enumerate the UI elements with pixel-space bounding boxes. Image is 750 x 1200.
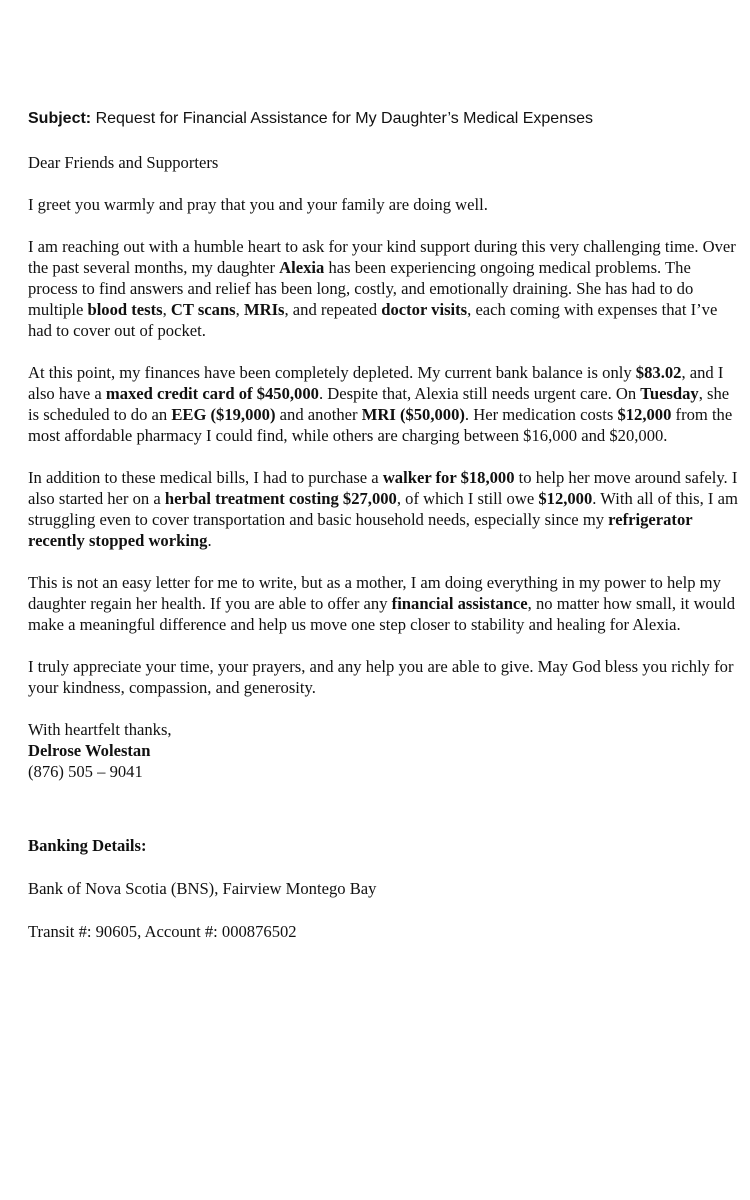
p2-text-g: from the most affordable pharmacy I could find, while others are charging between $16,000 and $20,000. xyxy=(28,405,733,445)
mri-cost: MRI ($50,000) xyxy=(361,405,465,424)
paragraph-request xyxy=(28,572,740,635)
mris: MRIs xyxy=(243,300,285,319)
paragraph-thanks: I truly appreciate your time, your prayers, and any help you are able to give. May God bless you richly for your kindness, compassion, and generosity. xyxy=(28,657,734,697)
p2-text-c: . Despite that, Alexia still needs urgent care. On xyxy=(318,384,641,403)
p4-text-b: , no matter how small, it would make a meaningful difference and help us move one step closer to stability and healing for Alexia. xyxy=(28,594,736,634)
p2-text-d: , she is scheduled to do an xyxy=(28,384,730,424)
p3-text-a: In addition to these medical bills, I had to purchase a xyxy=(28,468,383,487)
signature-block xyxy=(28,719,740,782)
amount-owed: $12,000 xyxy=(538,489,593,508)
letter xyxy=(28,108,740,942)
closing-line: With heartfelt thanks, xyxy=(28,720,172,739)
refrigerator: refrigerator recently stopped working xyxy=(28,510,693,550)
credit-card: maxed credit card of $450,000 xyxy=(105,384,319,403)
eeg-cost: EEG ($19,000) xyxy=(171,405,276,424)
doctor-visits: doctor visits xyxy=(381,300,468,319)
p1-text-d: , xyxy=(235,300,244,319)
paragraph-medical-history xyxy=(28,236,740,341)
banking-heading: Banking Details: xyxy=(28,836,147,855)
financial-assistance: financial assistance xyxy=(391,594,528,613)
p2-text-b: , and I also have a xyxy=(28,363,724,403)
ct-scans: CT scans xyxy=(170,300,236,319)
p1-text-f: , each coming with expenses that I’ve had to cover out of pocket. xyxy=(28,300,718,340)
sender-name-text: Delrose Wolestan xyxy=(28,741,151,760)
p4-text-a: This is not an easy letter for me to write, but as a mother, I am doing everything in my power to help my daughter regain her health. If you are able to offer any xyxy=(28,573,721,613)
p1-text-a: I am reaching out with a humble heart to ask for your kind support during this very challenging time. Over the past several months, my daughter xyxy=(28,237,736,277)
account-details: Transit #: 90605, Account #: 000876502 xyxy=(28,922,297,941)
p3-text-c: , of which I still owe xyxy=(396,489,539,508)
appointment-day: Tuesday xyxy=(640,384,699,403)
greeting: I greet you warmly and pray that you and your family are doing well. xyxy=(28,195,488,214)
p2-text-e: and another xyxy=(275,405,362,424)
p2-text-a: At this point, my finances have been completely depleted. My current bank balance is only xyxy=(28,363,636,382)
bank-balance: $83.02 xyxy=(635,363,682,382)
paragraph-finances xyxy=(28,362,740,446)
p3-text-b: to help her move around safely. I also started her on a xyxy=(28,468,738,508)
blood-tests: blood tests xyxy=(87,300,163,319)
p1-text-e: , and repeated xyxy=(284,300,382,319)
herbal-treatment: herbal treatment costing $27,000 xyxy=(164,489,397,508)
sender-name xyxy=(28,740,740,761)
salutation: Dear Friends and Supporters xyxy=(28,153,219,172)
sender-phone: (876) 505 – 9041 xyxy=(28,762,143,781)
medication-cost: $12,000 xyxy=(617,405,672,424)
subject-label: Subject: xyxy=(28,110,92,127)
daughter-name: Alexia xyxy=(279,258,325,277)
subject-line xyxy=(28,108,740,130)
p1-text-b: has been experiencing ongoing medical problems. The process to find answers and relief has been long, costly, and emotionally draining. She has had to do multiple xyxy=(28,258,694,319)
p3-text-e: . xyxy=(207,531,212,550)
p1-text-c: , xyxy=(162,300,171,319)
subject-text: Request for Financial Assistance for My Daughter’s Medical Expenses xyxy=(95,110,593,127)
walker-cost: walker for $18,000 xyxy=(382,468,515,487)
paragraph-other-expenses xyxy=(28,467,740,551)
bank-name: Bank of Nova Scotia (BNS), Fairview Montego Bay xyxy=(28,879,377,898)
p2-text-f: . Her medication costs xyxy=(464,405,618,424)
p3-text-d: . With all of this, I am struggling even to cover transportation and basic household needs, especially since my xyxy=(28,489,738,529)
